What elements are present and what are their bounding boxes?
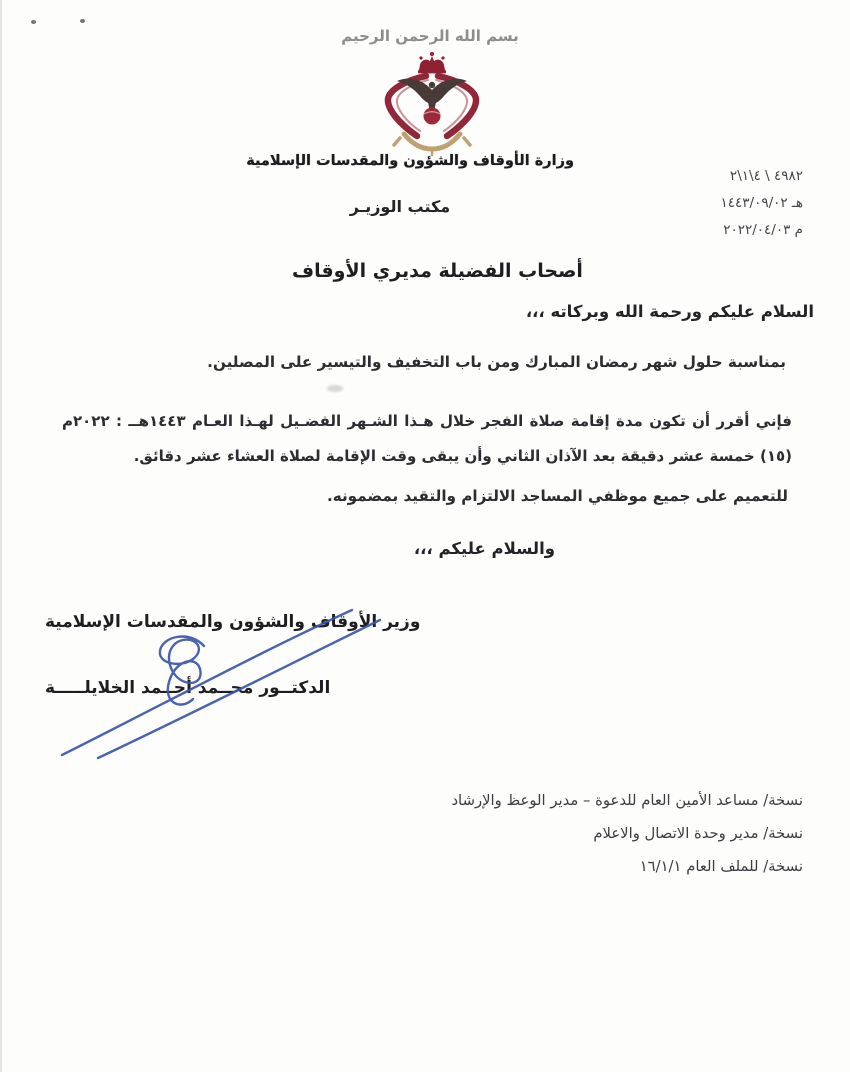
minister-name: الدكتــور محــمد أحــمد الخلايلـــــة [45,678,331,698]
ink-smudge-artifact [327,385,343,392]
decision-line-1: فإني أقرر أن تكون مدة إقامة صلاة الفجر خلال هـذا الشـهر الفضـيل لهـذا العـام ١٤٤٣هــ : ٢٠٢٢م [62,412,792,430]
minister-title: وزير الأوقاف والشؤون والمقدسات الإسلامية [45,612,421,632]
decision-line-2: (١٥) خمسة عشر دقيقة بعد الآذان الثاني وأن يبقى وقت الإقامة لصلاة العشاء عشر دقائق. [133,447,792,465]
jordan-coat-of-arms-icon [372,50,492,166]
cc-list [451,784,803,883]
gregorian-date: م ٢٠٢٢/٠٤/٠٣ [723,222,803,238]
reference-block [721,163,803,244]
ministry-name-calligraphy: وزارة الأوقاف والشؤون والمقدسات الإسلامية [246,153,574,169]
cc-item-general-file: نسخة/ للملف العام ١٦/١/١ [639,858,803,875]
minister-office-label: مكتب الوزيـر [349,197,451,216]
staple-mark-left [31,20,36,24]
paragraph-ramadan-occasion: بمناسبة حلول شهر رمضان المبارك ومن باب التخفيف والتيسير على المصلين. [207,353,786,371]
closing-salutation: والسلام عليكم ،،، [413,539,555,558]
globe-orb [424,108,441,125]
wreath-base [394,134,470,155]
scan-edge-shadow [0,0,2,1072]
bismillah-calligraphy: بسم الله الرحمن الرحيم [341,27,519,45]
paragraph-circulation: للتعميم على جميع موظفي المساجد الالتزام والتقيد بمضمونه. [326,487,788,505]
addressee-line: أصحاب الفضيلة مديري الأوقاف [292,260,583,282]
eagle-icon [397,79,467,112]
reference-number: ٤٩٨٢ \ ٤\١\٢ [729,168,803,184]
crown-icon [418,52,446,73]
hijri-date: هـ ١٤٤٣/٠٩/٠٢ [720,195,803,211]
cc-item-daawa-assistant: نسخة/ مساعد الأمين العام للدعوة – مدير الوعظ والإرشاد [451,792,803,809]
salutation-line: السلام عليكم ورحمة الله وبركاته ،،، [525,302,814,321]
paragraph-decision [62,404,792,474]
cc-item-media-unit: نسخة/ مدير وحدة الاتصال والاعلام [593,825,803,842]
staple-mark-right [80,19,85,23]
